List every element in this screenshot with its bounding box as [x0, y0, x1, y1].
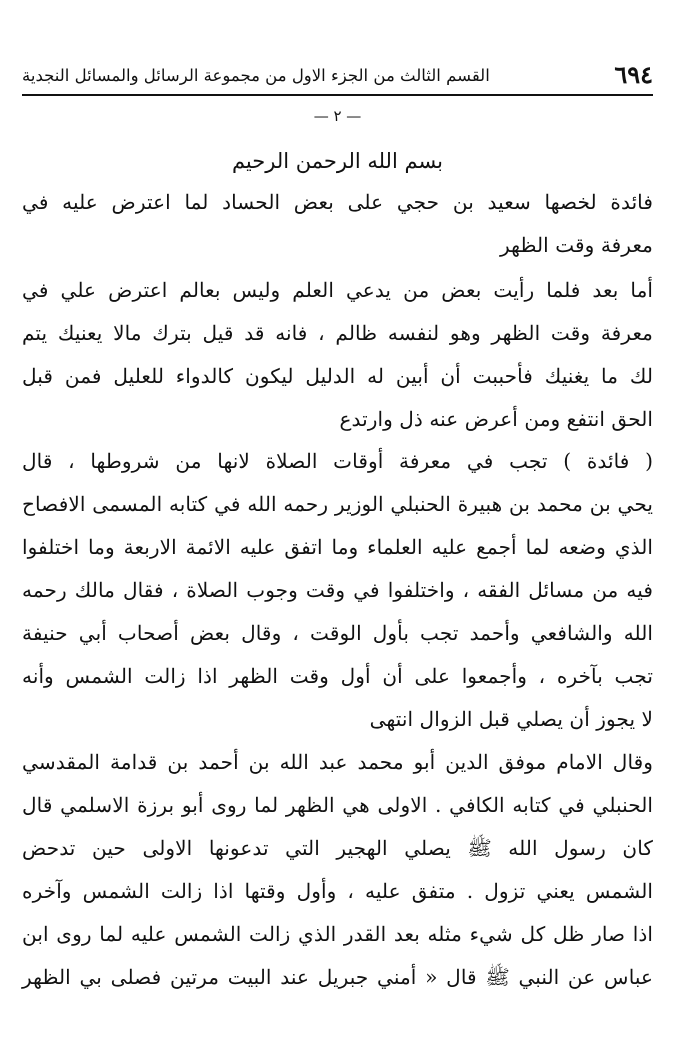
- page-header: [22, 56, 653, 96]
- text-line-14: وقال الامام موفق الدين أبو محمد عبد الله بن أحمد بن قدامة المقدسي: [22, 750, 653, 774]
- basmala-heading: بسم الله الرحمن الرحيم: [231, 149, 444, 173]
- page-number: ٦٩٤: [614, 60, 653, 89]
- text-line-16: كان رسول الله ﷺ يصلي الهجير التي تدعونها الاولى حين تدحض: [22, 836, 653, 860]
- text-line-10: فيه من مسائل الفقه ، واختلفوا في وقت وجوب الصلاة ، فقال مالك رحمه: [22, 578, 653, 602]
- text-line-17: الشمس يعني تزول . متفق عليه ، وأول وقتها اذا زالت الشمس وآخره: [22, 879, 653, 903]
- text-line-3: أما بعد فلما رأيت بعض من يدعي العلم وليس بعالم اعترض علي في: [22, 278, 653, 302]
- text-line-19: عباس عن النبي ﷺ قال « أمني جبريل عند البيت مرتين فصلى بي الظهر: [22, 965, 653, 989]
- text-line-7: ( فائدة ) تجب في معرفة أوقات الصلاة لانها من شروطها ، قال: [22, 449, 653, 473]
- text-line-6: الحق انتفع ومن أعرض عنه ذل وارتدع: [339, 407, 653, 431]
- text-line-1: فائدة لخصها سعيد بن حجي على بعض الحساد لما اعترض عليه في: [22, 190, 653, 214]
- text-line-2: معرفة وقت الظهر: [500, 233, 653, 257]
- text-line-18: اذا صار ظل كل شيء مثله بعد القدر الذي زالت الشمس عليه لما روى ابن: [22, 922, 653, 946]
- text-line-5: لك ما يغنيك فأحببت أن أبين له الدليل ليكون كالدواء للعليل فمن قبل: [22, 364, 653, 388]
- running-title: القسم الثالث من الجزء الاول من مجموعة الرسائل والمسائل النجدية: [22, 66, 490, 85]
- text-line-15: الحنبلي في كتابه الكافي . الاولى هي الظهر لما روى أبو برزة الاسلمي قال: [22, 793, 653, 817]
- text-line-13: لا يجوز أن يصلي قبل الزوال انتهى: [369, 707, 653, 731]
- section-marker: — ٢ —: [313, 107, 362, 125]
- text-line-4: معرفة وقت الظهر وهو لنفسه ظالم ، فانه قد قيل بترك مالا يعنيك يتم: [22, 321, 653, 345]
- text-line-11: الله والشافعي وأحمد تجب بأول الوقت ، وقال بعض أصحاب أبي حنيفة: [22, 621, 653, 645]
- text-line-8: يحي بن محمد بن هبيرة الحنبلي الوزير رحمه الله في كتابه المسمى الافصاح: [22, 492, 653, 516]
- text-line-12: تجب بآخره ، وأجمعوا على أن أول وقت الظهر اذا زالت الشمس وأنه: [22, 664, 653, 688]
- text-line-9: الذي وضعه لما أجمع عليه العلماء وما اتفق عليه الائمة الاربعة وما اختلفوا: [22, 535, 653, 559]
